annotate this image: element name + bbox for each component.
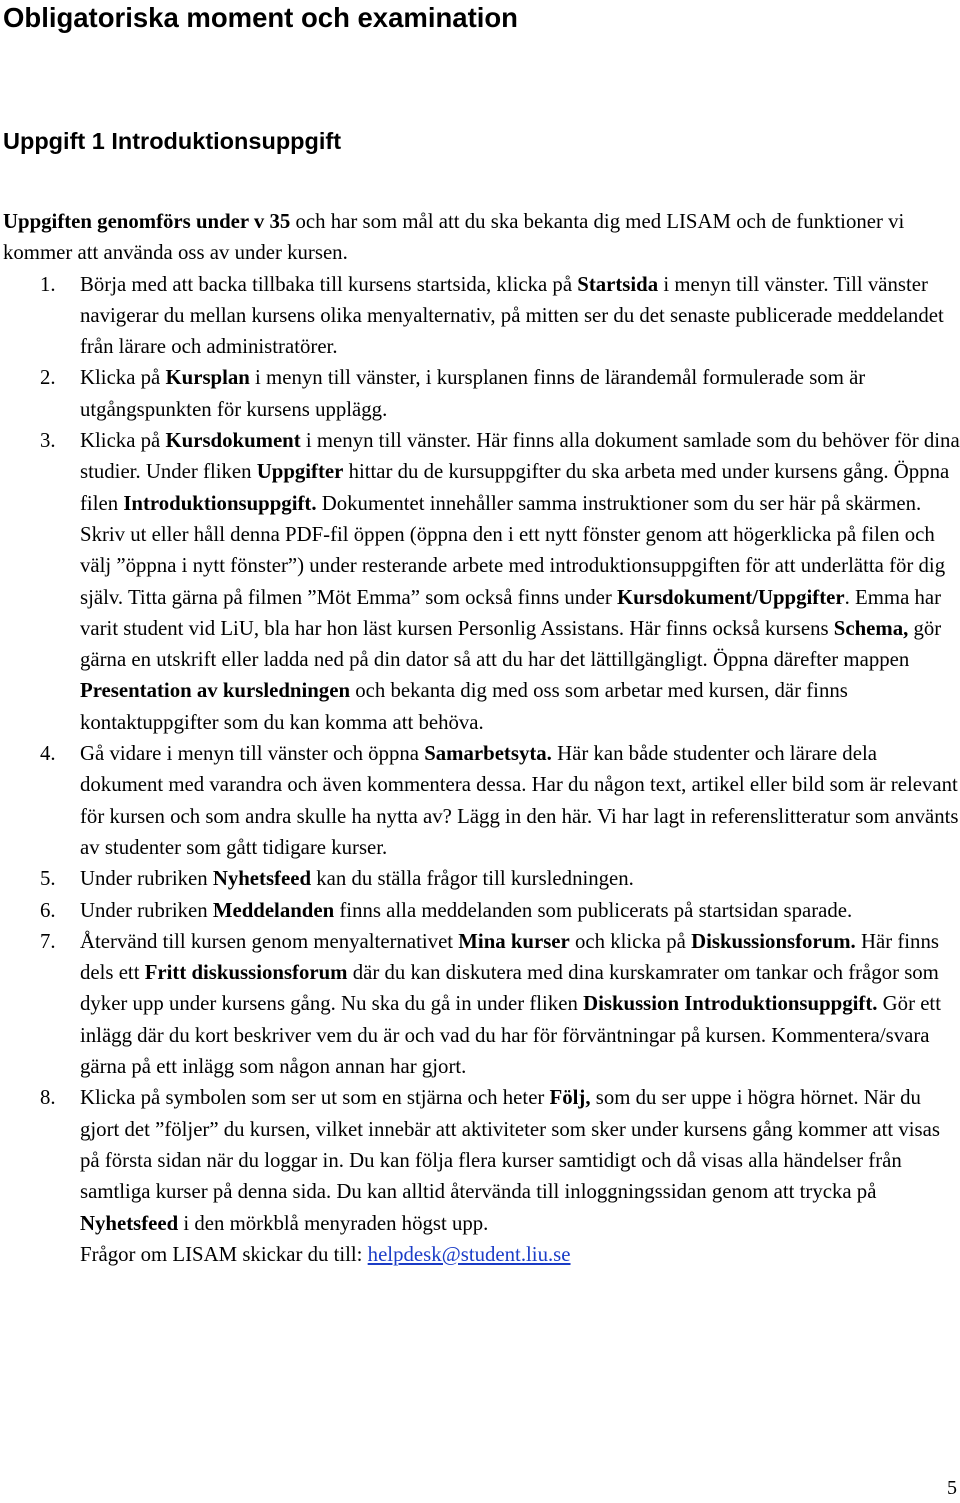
bold-term: Kursdokument	[165, 429, 301, 453]
intro-text: och har som mål att du ska bekanta dig med LISAM och de funktioner vi kommer att använda oss av under kursen.	[3, 210, 905, 265]
helpdesk-email-link[interactable]: helpdesk@student.liu.se	[367, 1242, 571, 1266]
text-run: i den mörkblå menyraden högst upp.	[178, 1211, 489, 1235]
text-run: Klicka på symbolen som ser ut som en stjärna och heter	[80, 1086, 550, 1110]
list-number: 6.	[40, 898, 56, 922]
bold-term: Introduktionsuppgift.	[123, 491, 317, 515]
text-run: i menyn till vänster. Till vänster navigerar du mellan kursens olika menyalternativ, på mitten ser du det senaste publicerade meddelandet från lärare och administratörer.	[80, 272, 944, 359]
list-item	[3, 362, 960, 425]
bold-term: Presentation av kursledningen	[80, 679, 351, 703]
document-body	[3, 206, 960, 1270]
contact-text: Frågor om LISAM skickar du till:	[80, 1242, 368, 1266]
text-run: Gå vidare i menyn till vänster och öppna	[80, 742, 425, 766]
text-run: och klicka på	[569, 929, 692, 953]
instruction-list	[3, 269, 960, 1271]
list-item	[3, 1082, 960, 1270]
text-run: Under rubriken	[80, 867, 213, 891]
text-run: . Emma har varit student vid LiU, bla har hon läst kursen Personlig Assistans. Här finns också kursens	[80, 585, 942, 640]
section-heading: Uppgift 1 Introduktionsuppgift	[3, 128, 342, 154]
intro-paragraph	[3, 206, 960, 269]
text-run: i menyn till vänster, i kursplanen finns de lärandemål formulerade som är utgångspunkten för kursens upplägg.	[80, 366, 866, 421]
text-run: som du ser uppe i högra hörnet. När du gjort det ”följer” du kursen, vilket innebär att aktiviteter som sker under kursens gång kommer att visas på första sidan när du loggar in. Du kan följa flera kurser samtidigt och då visas alla händelser från samtliga kurser på denna sida. Du kan alltid återvända till inloggningssidan genom att trycka på	[80, 1086, 940, 1204]
bold-term: Nyhetsfeed	[212, 867, 312, 891]
bold-term: Diskussion Introduktionsuppgift.	[583, 992, 878, 1016]
bold-term: Samarbetsyta.	[424, 742, 552, 766]
list-item	[3, 926, 960, 1082]
bold-term: Mina kurser	[458, 929, 570, 953]
text-run: kan du ställa frågor till kursledningen.	[311, 867, 634, 891]
list-number: 3.	[40, 429, 56, 453]
bold-term: Fritt diskussionsforum	[144, 961, 348, 985]
bold-term: Kursplan	[165, 366, 250, 390]
bold-term: Följ,	[549, 1086, 591, 1110]
list-number: 1.	[40, 272, 56, 296]
text-run: finns alla meddelanden som publicerats på startsidan sparade.	[334, 898, 853, 922]
page-number: 5	[947, 1477, 957, 1499]
text-run: hittar du de kursuppgifter du ska arbeta med under kursens gång. Öppna filen	[80, 460, 950, 515]
bold-term: Uppgifter	[256, 460, 344, 484]
text-run: Klicka på	[80, 429, 166, 453]
text-run: där du kan diskutera med dina kurskamrater om tankar och frågor som dyker upp under kursens gång. Nu ska du gå in under fliken	[80, 961, 939, 1016]
list-number: 7.	[40, 929, 56, 953]
text-run: Dokumentet innehåller samma instruktioner som du ser här på skärmen. Skriv ut eller håll denna PDF-fil öppen (öppna den i ett nytt fönster genom att högerklicka på filen och välj ”öppna i nytt fönster”) under resterande arbete med introduktionsuppgiften för att underlätta för dig själv. Titta gärna på filmen ”Möt Emma” som också finns under	[80, 491, 946, 609]
list-number: 2.	[40, 366, 56, 390]
bold-term: Diskussionsforum.	[691, 929, 856, 953]
text-run: Här finns dels ett	[80, 929, 939, 985]
text-run: i menyn till vänster. Här finns alla dokument samlade som du behöver för dina studier. Under fliken	[80, 429, 960, 484]
list-item	[3, 269, 960, 363]
text-run: och bekanta dig med oss som arbetar med kursen, där finns kontaktuppgifter som du kan komma att behöva.	[80, 679, 848, 734]
text-run: Klicka på	[80, 366, 166, 390]
bold-term: Kursdokument/Uppgifter	[616, 585, 845, 609]
list-number: 5.	[40, 867, 56, 891]
text-run: Återvänd till kursen genom menyalternativet	[80, 929, 459, 953]
list-item	[3, 738, 960, 863]
list-number: 8.	[40, 1086, 56, 1110]
bold-term: Nyhetsfeed	[80, 1211, 179, 1235]
list-number: 4.	[40, 742, 56, 766]
bold-term: Startsida	[577, 272, 659, 296]
text-run: Här kan både studenter och lärare dela dokument med varandra och även kommentera dessa. Har du någon text, artikel eller bild som är relevant för kursen och som andra skulle ha nytta av? Lägg in den här. Vi har lagt in referenslitteratur som använts av studenter som gått tidigare kurser.	[80, 742, 959, 859]
list-item	[3, 863, 960, 894]
intro-lead: Uppgiften genomförs under v 35	[3, 210, 291, 233]
text-run: Gör ett inlägg där du kort beskriver vem du är och vad du har för förväntningar på kursen. Kommentera/svara gärna på ett inlägg som någon annan har gjort.	[80, 992, 941, 1079]
text-run: gör gärna en utskrift eller ladda ned på din dator så att du har det lättillgängligt. Öppna därefter mappen	[80, 616, 942, 672]
text-run: Under rubriken	[80, 898, 213, 922]
list-item	[3, 895, 960, 926]
list-item	[3, 425, 960, 738]
page-title: Obligatoriska moment och examination	[3, 2, 518, 33]
text-run: Börja med att backa tillbaka till kursens startsida, klicka på	[80, 272, 578, 296]
bold-term: Meddelanden	[212, 898, 335, 922]
bold-term: Schema,	[833, 616, 909, 640]
